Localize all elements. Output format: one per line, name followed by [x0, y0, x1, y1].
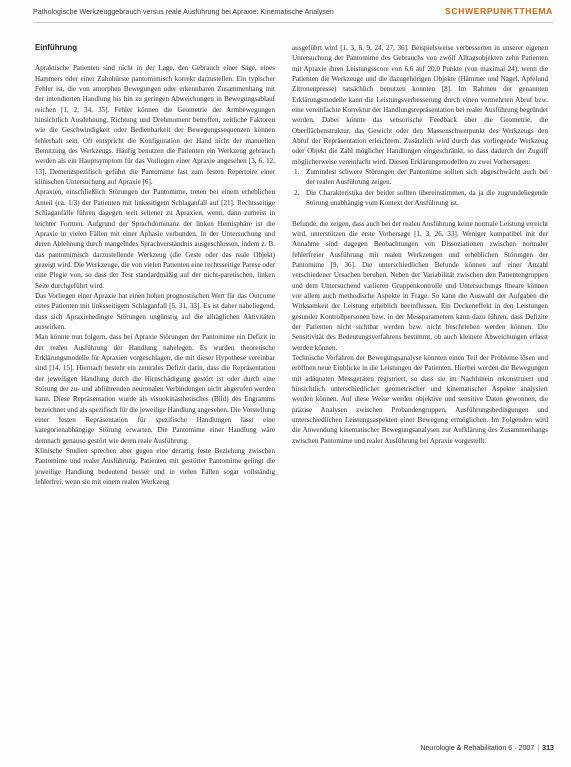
paragraph-gap: [292, 209, 548, 219]
running-header: [33, 6, 553, 20]
header-rule: [33, 22, 553, 23]
list-number: 1.: [294, 168, 300, 177]
paragraph: Befunde, die zeigen, dass auch bei der realen Ausführung keine normale Leistung erreicht wird, unterstützen die erste Vorhersage [1, 3, 26, 33]. Weniger kompatibel mit der Annahme sind dagegen Beobachtungen von Dissoziationen zwischen normaler fehlerfreier Ausführung mit realen Werkzeugen und erheblichen Störungen der Pantomime [9, 36]. Die unterschiedlichen Befunde können auf einer Anzahl verschiedener Ursachen beruhen. Neben der Variabilität zwischen den Patientengruppen und dem Untersuchend variieren Gruppenkontrolle und Untersuchungs lineare können vor allem auch methodische Aspekte in Frage. So kann die Auswahl der Aufgaben die Wirksamkeit der Leistung erheblich beeinflussen. Ein Deckeneffekt in den Leistungen gesunder Kontrollpersonen bzw. in der Messparametern kann dazu führen, dass Defizite der Patienten nicht sichtbar werden bzw. nicht beschrieben werden können. Die Sensitivität des Bedeutungsverfahrens bestimmt, ob auch kleinere Abweichungen erfasst werden können.: [292, 219, 548, 352]
paragraph: Das Vorliegen einer Apraxie hat einen hohen prognostischen Wert für das Outcome eines Patienten mit linksseitigem Schlaganfall [5, 31, 33]. Es ist daher naheliegend, dass sich Apraxiebedingte Störungen ungünstig auf die alltäglichen Aktivitäten auswirken.: [35, 291, 275, 331]
list-text: Zumindest schwere Störungen der Pantomime sollten sich abgeschwächt auch bei der realen Ausführung zeigen.: [306, 168, 548, 187]
page-number: 313: [542, 744, 554, 752]
paragraph: Klinische Studien sprechen aber gegen eine derartig feste Beziehung zwischen Pantomime und realer Ausführung. Patienten mit gestörter Pantomime gelingt die jeweilige Handlung bedeutend besser und in vielen Fällen sogar vollständig fehlerfrei, wenn sie mit einem realen Werkzeug: [35, 447, 275, 487]
running-title: Pathologische Werkzeuggebrauch versus reale Ausführung bei Apraxie: Kinematische Analysen: [33, 8, 334, 16]
paragraph: Man könnte nun folgern, dass bei Apraxie Störungen der Pantomime ein Defizit in der realen Ausführung der Handlung nahelegen. Es wurden theoretische Erklärungsmodelle für Apraxien vorgeschlagen, die mit dieser Hypothese vereinbar sind [14, 15]. Hiernach besteht ein zentrales Defizit darin, dass die Repräsentation der jeweiligen Handlung durch die Hirnschädigung gestört ist oder durch eine Störung der zu- und abführenden neuronalen Verbindungen nicht abgerufen werden kann. Diese Repräsentation wurde als visuokinästhetisches (Bild) des Engramms bezeichnet und als spezifisch für die jeweilige Handlung angesehen. Die Vorstellung einer festen Repräsentation für spezifische Handlungen lässt eine kategorienabhängige Störung erwarten. Die Pantomime einer Handlung wäre demnach genauso gestört wie deren reale Ausführung.: [35, 333, 275, 445]
journal-name: Neurologie & Rehabilitation 6 · 2007: [420, 744, 535, 752]
paragraph: Technische Verfahren der Bewegungsanalyse könnten einen Teil der Probleme lösen und eröffnen neue Einblicke in die Leistungen der Patienten. Hierbei werden die Bewegungen mit adäquaten Messgeräten registriert, so dass sie im Nachhinein rekonstruiert und hinsichtlich unterschiedlicher geometrischer und kinematischer Aspekte analysiert werden können. Auf diese Weise werden objektive und sensitive Daten gewonnen, die präzise Analysen zwischen Probandengruppen, Ausführungsbedingungen und unterschiedlichen Leistungsaspekten einer Bewegung ermöglichen. Im Folgenden wird die Anwendung kinematischer Bewegungsanalysen zur Aufklärung des Zusammenhangs zwischen Pantomime und realer Ausführung bei Apraxie vorgestellt.: [292, 353, 548, 445]
left-column: [35, 43, 275, 487]
prediction-list: [292, 167, 548, 208]
list-text: Die Charakteristika der beider sollten übereinstimmen, da ja die zugrundeliegende Störung unabhängig vom Kontext der Ausführung ist.: [306, 188, 548, 208]
paragraph: ausgeführt wird [1, 3, 8, 9, 24, 27, 36]. Beispielsweise verbesserten in unserer eigenen Untersuchung der Pantomime des Gebrauchs von zwölf Alltagsobjekten zehn Patienten mit Apraxie ihren Leistungsscore von 6,6 auf 20,0 Punkte (von maximal 24), wenn die Patienten die Werkzeuge und die dazugehörigen Objekte (Hämmer und Nagel, Apfelund Zitronenpresse) tatsächlich benutzen konnten [8]. Im Rahmen der genannten Erklärungsmodelle kann die Leistungsverbesserung durch einen vermehrten Abruf bzw. eine vereinfachte Korrektur der Handlungsrepräsentation bei realer Ausführung begründet werden. Dabei könnte das sensorische Feedback über die Geometrie, die Oberflächenstruktur, das Gewicht oder den Massenschwerpunkt des Werkzeugs den Abruf der Repräsentation erleichtern. Zusätzlich wird durch das vorliegende Werkzeug oder Objekt die Zahl möglicher Handlungen eingeschränkt, so dass dadurch der Zugriff möglicherweise vereinfacht wird. Diesen Erklärungsmodellen zu zwei Vorhersagen:: [292, 44, 548, 166]
list-item: [292, 167, 548, 188]
section-heading: Einführung: [35, 43, 78, 52]
section-label: SCHWERPUNKTTHEMA: [445, 6, 553, 16]
footer-separator: |: [537, 744, 540, 752]
page-footer: [420, 744, 554, 752]
list-item: [292, 188, 548, 209]
right-column: [292, 43, 548, 446]
list-number: 2.: [294, 188, 300, 197]
paragraph: Apraxien, einschließlich Störungen der Pantomime, treten bei einem erheblichen Anteil (ca. 1/3) der Patienten mit linkssitigem Schlaganfall auf [21]. Rechtsseitige Schlaganfälle führen dagegen weit seltener zu Apraxien, wenn, dann zumeist in leichter Formen. Aufgrund der Sprachdominanz der linken Hemisphäre ist die Apraxie in vielen Fällen mit einer Aphasie verbunden. In der Untersuchung und deren Ablehnung durch mangelndes Sprachverständnis ausgeschlossen, indem z. B. das pantomimisch darzustellende Werkzeug (die Geste oder das reale Objekt) gezeigt wird. Die Werkzeuge, die von vielen Patienten eine rechtsseitige Parese oder eine Plegie von, so dass der Test standardmäßig auf der nicht-paretischen, linken Seite durchgeführt wird.: [35, 188, 275, 290]
paragraph: Apraktische Patienten sind nicht in der Lage, den Gebrauch einer Säge, eines Hammers oder einer Zahnbürste pantomimisch korrekt darzustellen. Ein typischer Fehler ist, die von amorphen Bewegungen oder erkennbaren Zusammenhang mit der intendierten Handlung bis hin zu geringen Abweichungen in Bewegungsablauf reichen [1, 2, 34, 35]. Fehler können die Geometrie der Armbewegungen hinsichtlich Ausdehnung, Richtung und Drehmoment betreffen, zeitliche Faktoren wie die Geschwindigkeit oder Bedienbarkeit der Bewegungssequenzen können fehlerhaft sein. Oft entspricht die Konfiguration der Hand nicht der manuellen Benutzung des Werkzeugs. Häufig benutzen die Patienten ein Werkzeug gebrauch werden als ein Hauptsymptom für das Vorliegen einer Apraxie angesehen [3, 6, 12, 13]. Demenzspezifisch geführt die Pantomime fast zum festen Repertoire einer klinischen Untersuchung auf Apraxie [6].: [35, 64, 275, 187]
